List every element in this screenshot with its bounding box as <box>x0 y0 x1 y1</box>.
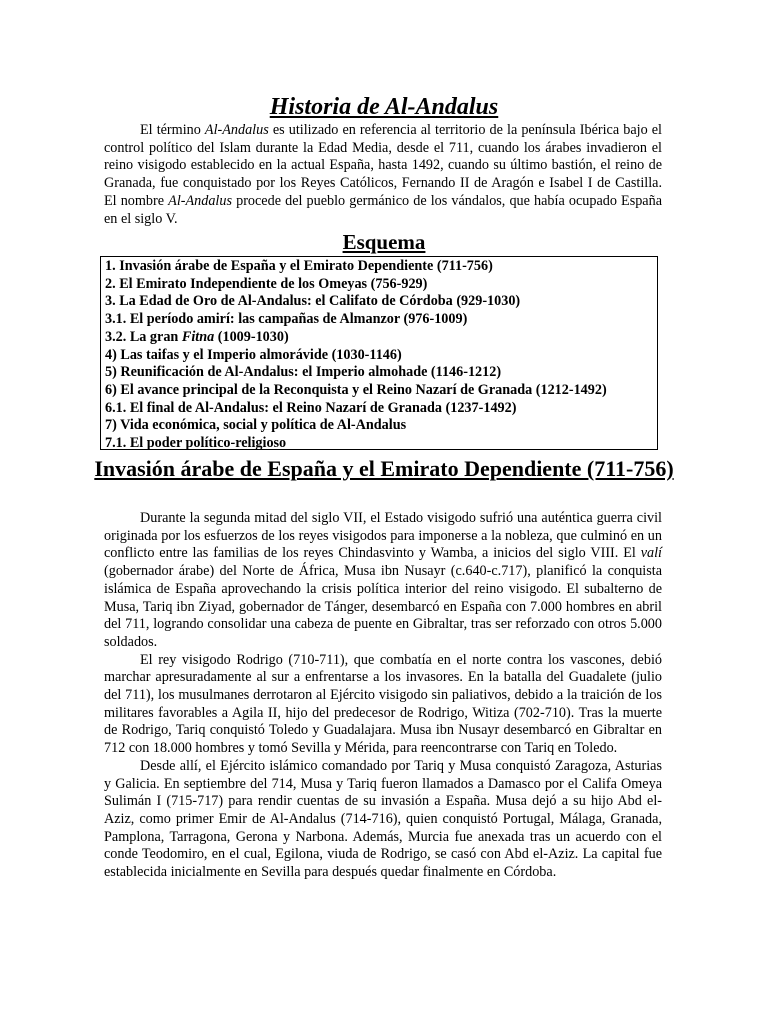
toc-item <box>105 329 657 347</box>
intro-term: Al-Andalus <box>204 122 269 138</box>
toc-item-text: (1009-1030) <box>214 328 289 345</box>
toc-item: 6) El avance principal de la Reconquista y el Reino Nazarí de Granada (1212-1492) <box>105 381 607 398</box>
toc-item: 7) Vida económica, social y política de Al-Andalus <box>105 417 407 434</box>
paragraph-text: Desde allí, el Ejército islámico comandado por Tariq y Musa conquistó Zaragoza, Asturias y Galicia. En septiembre del 714, Musa y Tariq fueron llamados a Damasco por el Califa Omeya Sulimán I (715-717) para rendir cuentas de su invasión a España. Musa dejó a su hijo Abd el-Aziz, como primer Emir de Al-Andalus (714-716), quien conquistó Portugal, Málaga, Granada, Pamplona, Tarragona, Gerona y Narbona. Además, Murcia fue anexada tras un acuerdo con el conde Teodomiro, en el cual, Egilona, viuda de Rodrigo, se casó con Abd el-Aziz. La capital fue establecida inicialmente en Sevilla para después quedar finalmente en Córdoba. <box>104 757 662 881</box>
paragraph-text: Durante la segunda mitad del siglo VII, el Estado visigodo sufrió una auténtica guerra civil originada por los esfuerzos de los reyes visigodos para imponerse a la nobleza, que culminó en un conflicto entre las familias de los reyes Chindasvinto y Wamba, a inicios del siglo VIII. El <box>104 510 662 562</box>
intro-term: Al-Andalus <box>168 192 232 209</box>
paragraph-term: valí <box>640 545 662 562</box>
toc-item: 2. El Emirato Independiente de los Omeyas (756-929) <box>105 275 428 292</box>
section-body <box>104 510 662 882</box>
page-title: Historia de Al-Andalus <box>269 94 499 120</box>
intro-paragraph <box>104 122 662 228</box>
toc-item: 7.1. El poder político-religioso <box>105 435 287 452</box>
paragraph-text: El rey visigodo Rodrigo (710-711), que combatía en el norte contra los vascones, debió marchar apresuradamente al sur a enfrentarse a los invasores. En la batalla del Guadalete (julio del 711), los musulmanes derrotaron al Ejército visigodo sin paliativos, debido a la traición de los militares favorables a Agila II, hijo del predecesor de Rodrigo, Witiza (702-710). Tras la muerte de Rodrigo, Tariq conquistó Toledo y Guadalajara. Musa ibn Nusayr desembarcó en Gibraltar en 712 con 18.000 hombres y tomó Sevilla y Mérida, para reencontrarse con Tariq en Toledo. <box>104 651 662 757</box>
toc-item: 6.1. El final de Al-Andalus: el Reino Nazarí de Granada (1237-1492) <box>105 399 517 416</box>
esquema-box <box>100 256 658 450</box>
toc-item: 1. Invasión árabe de España y el Emirato Dependiente (711-756) <box>105 258 493 274</box>
toc-item: 4) Las taifas y el Imperio almorávide (1030-1146) <box>105 346 402 363</box>
section-heading: Invasión árabe de España y el Emirato Dependiente (711-756) <box>94 456 674 481</box>
toc-item: 5) Reunificación de Al-Andalus: el Imperio almohade (1146-1212) <box>105 364 502 381</box>
section-paragraph <box>104 758 662 882</box>
toc-item-text: 3.2. La gran <box>105 328 182 345</box>
section-paragraph <box>104 652 662 758</box>
intro-text: procede del pueblo germánico de los vándalos, que había ocupado España en el siglo V. <box>104 192 662 227</box>
section-paragraph <box>104 510 662 652</box>
intro-text: es utilizado en referencia al territorio de la península Ibérica bajo el control político del Islam durante la Edad Media, desde el 711, cuando los árabes invadieron el reino visigodo establecido en la actual España, hasta 1492, cuando su último bastión, el reino de Granada, fue conquistado por los Reyes Católicos, Fernando II de Aragón e Isabel I de Castilla. El nombre <box>104 122 662 209</box>
toc-item-term: Fitna <box>181 328 215 345</box>
toc-item: 3. La Edad de Oro de Al-Andalus: el Califato de Córdoba (929-1030) <box>105 293 521 310</box>
toc-item: 3.1. El período amirí: las campañas de Almanzor (976-1009) <box>105 311 468 328</box>
paragraph-text: (gobernador árabe) del Norte de África, Musa ibn Nusayr (c.640-c.717), planificó la conquista islámica de España aprovechando la crisis política interior del reino visigodo. El subalterno de Musa, Tariq ibn Ziyad, gobernador de Tánger, desembarcó en España con 7.000 hombres en abril del 711, logrando consolidar una cabeza de puente en Gibraltar, tras ser reforzado con otros 5.000 soldados. <box>104 563 662 650</box>
intro-text: El término <box>140 122 205 138</box>
esquema-heading: Esquema <box>342 230 426 254</box>
